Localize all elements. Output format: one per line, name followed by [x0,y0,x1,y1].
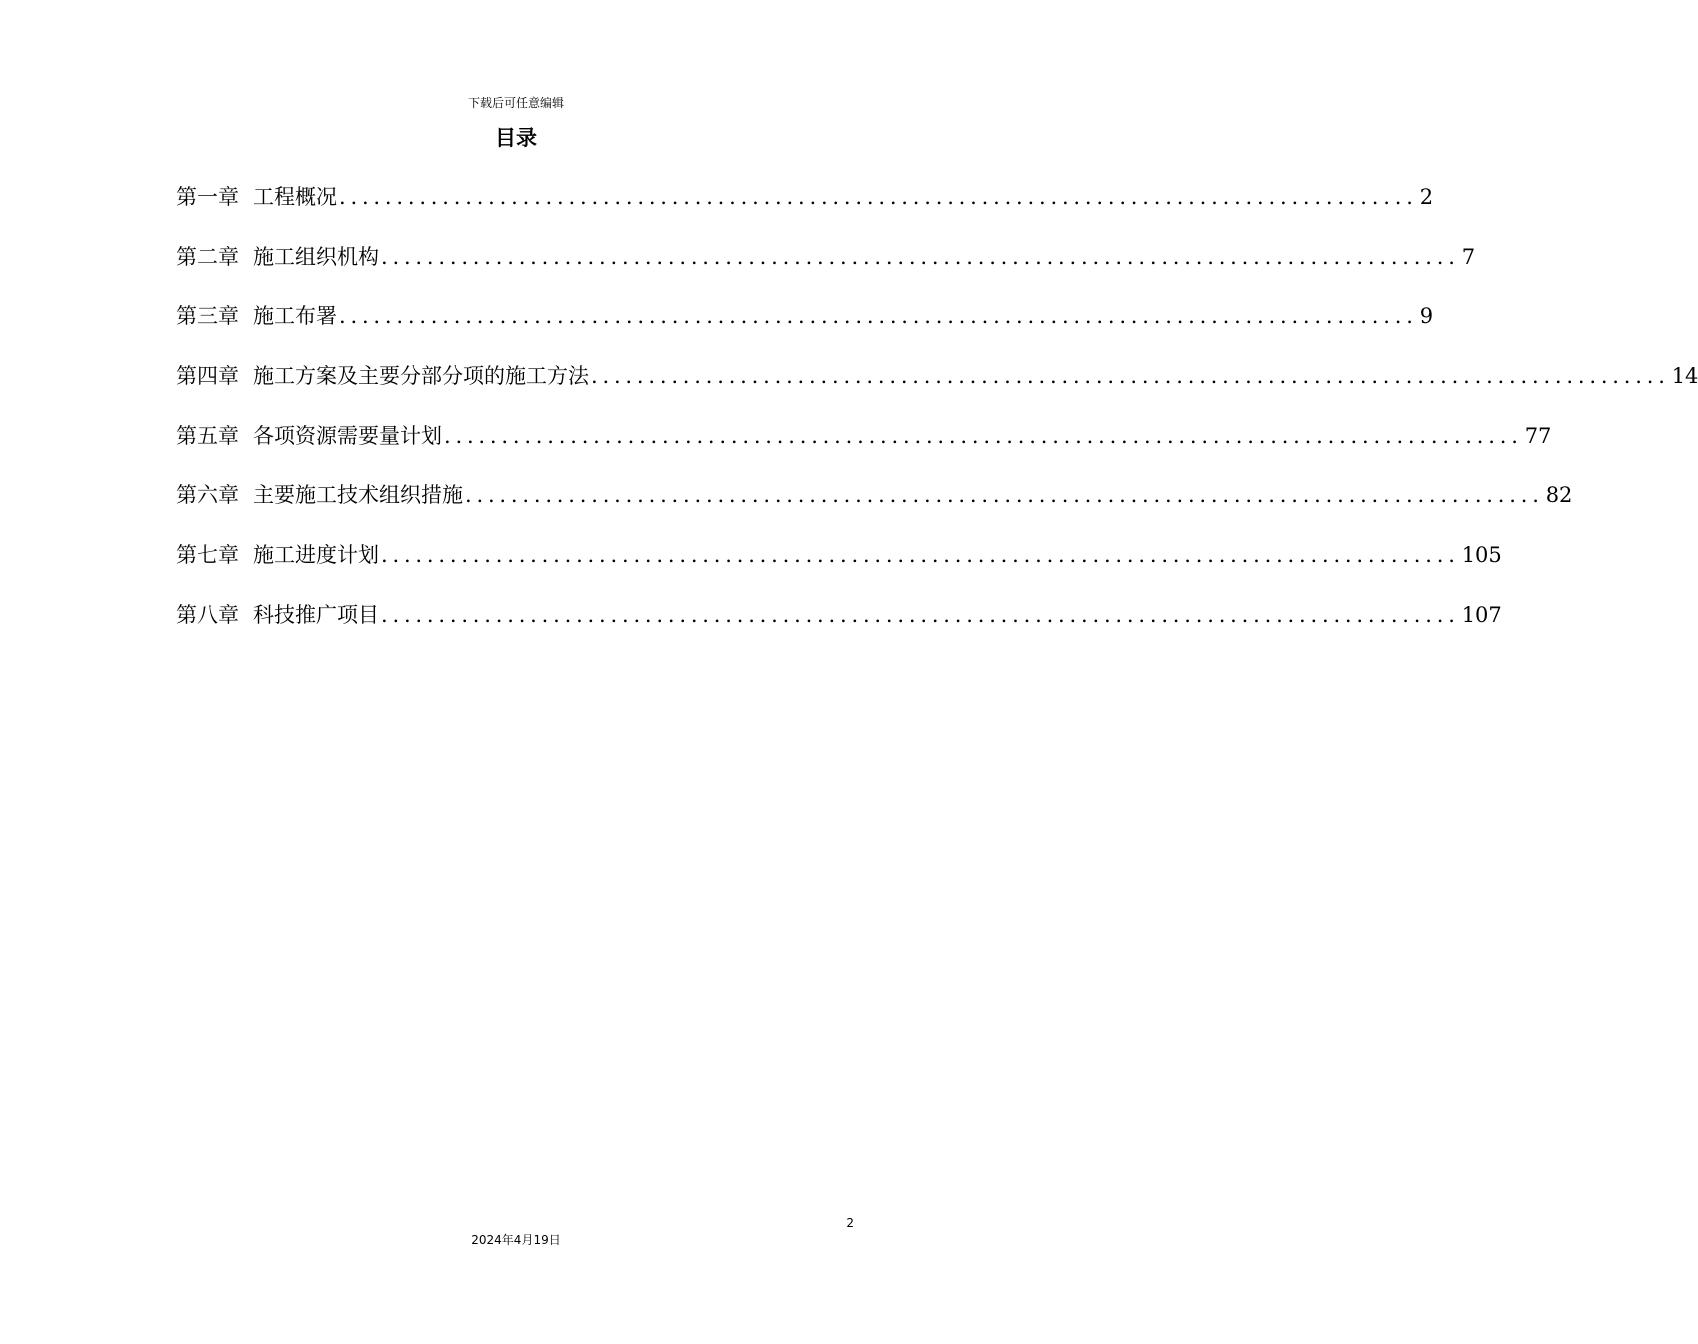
toc-entry-7[interactable] [176,538,1502,598]
toc-entry-title: 施工进度计划 [253,543,379,568]
toc-leader-dots: .............................................................................................. [381,602,1460,627]
toc-entry-title: 各项资源需要量计划 [253,423,442,448]
toc-title: 目录 [495,126,537,150]
toc-page-number: 14 [1671,364,1698,389]
toc-entry-6[interactable] [176,478,1573,538]
toc-leader-dots: .............................................................................................. [339,304,1418,329]
toc-page-number: 9 [1419,304,1434,329]
toc-entry-4[interactable] [176,359,1698,419]
toc-page-number: 82 [1545,483,1573,508]
toc-entry-5[interactable] [176,419,1552,479]
toc-entry-title: 施工布署 [253,304,337,329]
toc-leader-dots: .............................................................................................. [444,423,1523,448]
toc-entry-title: 施工组织机构 [253,244,379,269]
toc-entry-3[interactable] [176,299,1434,359]
toc-entry-title: 主要施工技术组织措施 [253,483,463,508]
toc-leader-dots: .............................................................................................. [339,185,1418,209]
toc-leader-dots: .............................................................................................. [591,364,1670,389]
toc-chapter-label: 第六章 [176,483,239,508]
toc-entry-title: 施工方案及主要分部分项的施工方法 [253,364,589,389]
toc-leader-dots: .............................................................................................. [465,483,1544,508]
toc-entry-title: 工程概况 [253,185,337,209]
toc-leader-dots: .............................................................................................. [381,543,1460,568]
toc-chapter-label: 第二章 [176,244,239,269]
toc-chapter-label: 第七章 [176,543,239,568]
toc-page-number: 77 [1524,423,1552,448]
toc-page-number: 105 [1461,543,1502,568]
toc-chapter-label: 第八章 [176,602,239,627]
toc-page-number: 7 [1461,244,1476,269]
page-number: 2 [846,1216,854,1230]
toc-page-number: 2 [1419,185,1434,209]
toc-entry-1[interactable] [176,180,1434,240]
toc-page-number: 107 [1461,602,1502,627]
header-note: 下载后可任意编辑 [467,96,564,110]
toc-chapter-label: 第三章 [176,304,239,329]
toc-chapter-label: 第四章 [176,364,239,389]
footer-date: 2024年4月19日 [471,1233,561,1247]
toc-chapter-label: 第一章 [176,185,239,209]
toc-entry-8[interactable] [176,598,1502,658]
table-of-contents [176,180,1698,658]
toc-entry-2[interactable] [176,240,1476,300]
toc-leader-dots: .............................................................................................. [381,244,1460,269]
toc-entry-title: 科技推广项目 [253,602,379,627]
toc-chapter-label: 第五章 [176,423,239,448]
